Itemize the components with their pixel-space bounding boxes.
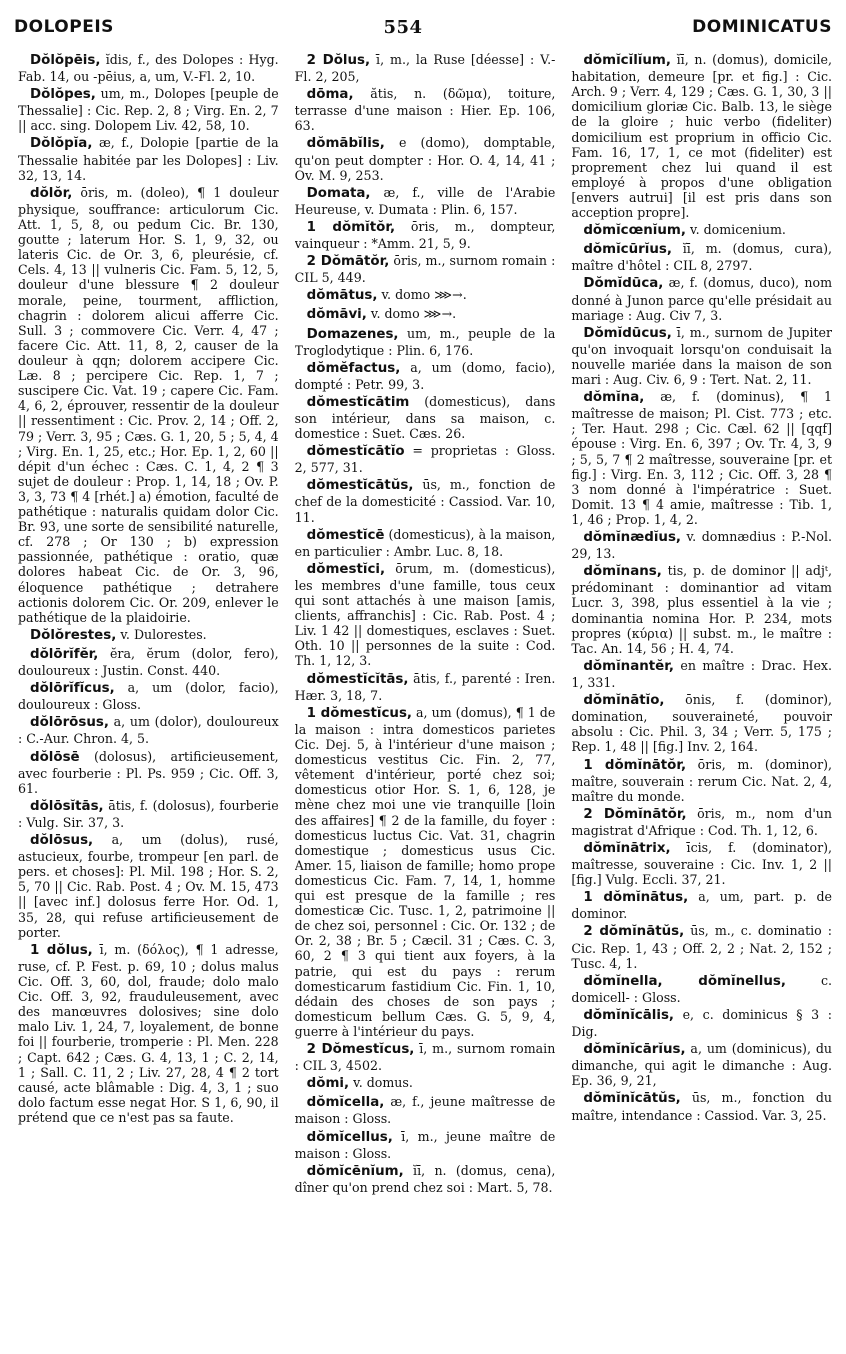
entry-definition: c. domicell- : Gloss.: [571, 972, 833, 1005]
entry-definition: ōris, m., surnom romain : CIL 5, 449.: [294, 253, 556, 286]
entry-headword: 1 dŏmĭnātus,: [583, 890, 689, 906]
dictionary-entry: [571, 973, 832, 1005]
dictionary-entry: [295, 287, 556, 304]
entry-headword: 1 dŏmĭnātŏr,: [583, 757, 687, 773]
dictionary-entry: [295, 705, 556, 1039]
entry-definition: a, um (domus), ¶ 1 de la maison : intra domesticos parietes Cic. Dej. 5, à l'intérieur d'une maison ; domesticus vestitus Cic. Fin. 2, 77, vêtement d'intérieur, porté chez soi; domesticus otior Hor. S. 1, 6, 128, je mène chez moi une vie tranquille [loin des affaires] ¶ 2 de la famille, du foyer : domesticus luctus Cic. Vat. 31, chagrin domestique ; domesticus usus Cic. Amer. 15, liaison de famille; homo prope domesticus Cic. Fam. 7, 14, 1, homme qui est presque de la famille ; res domesticæ Cic. Tusc. 1, 2, patrimoine || de chez soi, personnel : Cic. Or. 132 ; de Or. 2, 38 ; Br. 5 ; Cæcil. 31 ; Cæs. C. 3, 60, 2 ¶ 3 qui tient aux foyers, à la patrie, qui est du pays : rerum domesticarum fastidium Cic. Fin. 1, 10, dédain des choses de son pays ; domesticum bellum Cæs. G. 5, 9, 4, guerre à l'intérieur du pays.: [294, 704, 556, 1040]
dictionary-columns: [14, 52, 832, 1334]
dictionary-entry: [18, 185, 279, 625]
entry-definition: a, um, part. p. de dominor.: [571, 889, 833, 922]
entry-definition: v. domnædius : P.-Nol. 29, 13.: [571, 529, 833, 562]
dictionary-entry: [18, 714, 279, 746]
entry-headword: dŏmĭnantĕr,: [583, 658, 674, 674]
dictionary-entry: [18, 646, 279, 678]
entry-definition: e, c. dominicus § 3 : Dig.: [571, 1006, 833, 1040]
dictionary-entry: [571, 389, 832, 527]
entry-headword: Dŏlŏrestes,: [30, 627, 117, 643]
entry-headword: dŏmĭcellus,: [306, 1129, 393, 1145]
page-header: [14, 12, 832, 42]
entry-headword: dŏmĕfactus,: [306, 360, 401, 376]
entry-headword: dŏmĭnātrix,: [583, 840, 671, 856]
dictionary-entry: [18, 52, 279, 84]
entry-headword: dŏmestĭcē: [306, 527, 385, 543]
entry-definition: ōris, m. (doleo), ¶ 1 douleur physique, souffrance: articulorum Cic. Att. 1, 5, 8, ou pedum Cic. Br. 130, goutte ; laterum Hor. S. 1, 9, 32, ou lateris Cic. de Or. 3, 6, pleurésie, cf. Cels. 4, 13 || vulneris Cic. Fam. 5, 12, 5, douleur d'une blessure ¶ 2 douleur morale, peine, tourment, affliction, chagrin : dolorem alicui afferre Cic. Sull. 3 ; commovere Cic. Verr. 4, 47 ; facere Cic. Att. 11, 8, 2, causer de la douleur à qqn; dolorem accipere Cic. Læ. 8 ; percipere Cic. Rep. 1, 7 ; suscipere Cic. Vat. 19 ; capere Cic. Fam. 4, 6, 2, éprouver, ressentir de la douleur || ressentiment : Cic. Prov. 2, 14 ; Off. 2, 79 ; Verr. 3, 95 ; Cæs. G. 1, 20, 5 ; 5, 4, 4 ; Virg. En. 1, 25, etc.; Hor. Ep. 1, 2, 60 || dépit d'un échec : Cæs. C. 1, 4, 2 ¶ 3 sujet de douleur : Prop. 1, 14, 18 ; Ov. P. 3, 3, 73 ¶ 4 [rhét.] a) émotion, faculté de pathétique : naturalis quidam dolor Cic. Br. 93, une sorte de sensibilité naturelle, cf. 278 ; Or 130 ; b) expression passionnée, pathétique : oratio, quæ dolores habeat Cic. de Or. 3, 96, éloquence pathétique ; detrahere actionis dolorem Cic. Or. 209, enlever le pathétique de la plaidoirie.: [18, 184, 279, 625]
entry-definition: ī, m., surnom romain : CIL 3, 4502.: [294, 1041, 556, 1074]
dictionary-entry: [295, 253, 556, 285]
entry-definition: ĭī, m. (domus, cura), maître d'hôtel : CIL 8, 2797.: [571, 241, 833, 274]
dictionary-entry: [295, 561, 556, 669]
entry-definition: ōris, m. (dominor), maître, souverain : rerum Cic. Nat. 2, 4, maître du monde.: [571, 756, 833, 804]
dictionary-entry: [571, 1090, 832, 1122]
dictionary-entry: [295, 1075, 556, 1092]
dictionary-entry: [295, 52, 556, 84]
entry-headword: dŏmestĭcātim: [306, 394, 410, 410]
entry-definition: ūs, m., fonction de chef de la domesticité : Cassiod. Var. 10, 11.: [294, 477, 556, 525]
dictionary-entry: [295, 1129, 556, 1161]
entry-headword: dŏmestĭcĭtās,: [306, 671, 409, 687]
entry-headword: dŏmĭcūrĭus,: [583, 242, 672, 258]
entry-headword: dŏmestĭcātŭs,: [306, 478, 414, 494]
dictionary-entry: [295, 443, 556, 475]
dictionary-entry: [18, 749, 279, 796]
entry-headword: dŏlōrĭfĕr,: [30, 647, 99, 662]
entry-headword: dŏmĭcœnĭum,: [583, 223, 686, 239]
entry-headword: dŏmĭcella,: [306, 1095, 385, 1111]
entry-definition: v. Dulorestes.: [116, 626, 207, 642]
entry-definition: ĭī, n. (domus, cena), dîner qu'on prend chez soi : Mart. 5, 78.: [294, 1162, 556, 1195]
dictionary-entry: [571, 325, 832, 387]
dictionary-entry: [18, 942, 279, 1125]
entry-headword: 1 dŏmĭtŏr,: [306, 219, 396, 235]
entry-headword: dŏmātus,: [306, 288, 378, 304]
page-number: 554: [383, 16, 423, 38]
entry-headword: 1 dŏmestĭcus,: [306, 705, 412, 721]
dictionary-entry: [295, 86, 556, 133]
dictionary-entry: [18, 832, 279, 940]
dictionary-entry: [571, 840, 832, 887]
entry-definition: a, um (dominicus), du dimanche, qui agit le dimanche : Aug. Ep. 36, 9, 21,: [571, 1041, 833, 1089]
entry-definition: a, um (dolus), rusé, astucieux, fourbe, trompeur [en parl. de pers. et choses]: Pl. Mil. 198 ; Hor. S. 2, 5, 70 || Cic. Rab. Post. 4 ; Ov. M. 15, 473 || [avec inf.] dolosus ferre Hor. Od. 1, 35, 28, qui refuse artificieusement de porter.: [18, 832, 279, 940]
entry-headword: Dŏlŏpēis,: [30, 53, 101, 68]
entry-headword: dŏmĭnātĭo,: [583, 693, 665, 709]
dictionary-entry: [295, 219, 556, 251]
dictionary-entry: [295, 394, 556, 441]
entry-headword: 2 Dŏmātŏr,: [306, 254, 390, 270]
entry-definition: ōris, m., dompteur, vainqueur : *Amm. 21, 5, 9.: [294, 218, 556, 252]
column-2: [295, 52, 556, 1334]
entry-definition: a, um (dolor, facio), douloureux : Gloss.: [18, 680, 279, 713]
entry-headword: dŏmĭnĭcārĭus,: [583, 1042, 686, 1058]
entry-definition: ātis, f. (dolosus), fourberie : Vulg. Sir. 37, 3.: [18, 797, 279, 830]
dictionary-entry: [18, 86, 279, 133]
entry-definition: um, m., peuple de la Troglodytique : Plin. 6, 176.: [294, 325, 556, 358]
entry-definition: a, um (domo, facio), dompté : Petr. 99, 3.: [294, 359, 556, 392]
dictionary-entry: [295, 1094, 556, 1126]
dictionary-entry: [571, 222, 832, 239]
entry-headword: dŏmĭnans,: [583, 564, 662, 580]
dictionary-entry: [571, 806, 832, 838]
entry-definition: v. domicenium.: [685, 222, 786, 238]
entry-definition: tis, p. de dominor || adjᵗ, prédominant : dominantior ad vitam Lucr. 3, 398, plus essentiel à la vie ; dominantia nomina Hor. P. 234, mots propres (κύρια) || subst. m., le maître : Tac. An. 14, 56 ; H. 4, 74.: [571, 563, 833, 656]
entry-definition: æ, f., ville de l'Arabie Heureuse, v. Dumata : Plin. 6, 157.: [294, 184, 556, 217]
entry-headword: dŏmĭnĭcātŭs,: [583, 1091, 681, 1107]
entry-headword: dŏlōrĭfĭcus,: [30, 681, 115, 697]
entry-definition: æ, f., Dolopie [partie de la Thessalie habitée par les Dolopes] : Liv. 32, 13, 14.: [18, 135, 279, 183]
dictionary-entry: [18, 135, 279, 182]
dictionary-entry: [571, 658, 832, 690]
entry-headword: dŏmĭna,: [583, 390, 645, 406]
entry-headword: Dŏlŏpes,: [30, 87, 96, 103]
entry-headword: 1 dŏlus,: [30, 942, 93, 958]
dictionary-entry: [295, 1041, 556, 1073]
dictionary-entry: [18, 627, 279, 644]
column-1: [14, 52, 279, 1334]
entry-headword: 2 Dŏmĭnātŏr,: [583, 806, 687, 822]
entry-headword: Dŏlŏpĭa,: [30, 136, 93, 152]
entry-headword: dŏmĭnella, dŏmĭnellus,: [583, 973, 786, 989]
entry-definition: (domesticus), dans son intérieur, dans sa maison, c. domestice : Suet. Cæs. 26.: [294, 393, 556, 442]
dictionary-entry: [571, 563, 832, 656]
entry-definition: ūs, m., fonction du maître, intendance : Cassiod. Var. 3, 25.: [571, 1090, 833, 1123]
dictionary-entry: [295, 360, 556, 392]
dictionary-entry: [295, 671, 556, 703]
entry-definition: um, m., Dolopes [peuple de Thessalie] : Cic. Rep. 2, 8 ; Virg. En. 2, 7 || acc. sing. Dolopem Liv. 42, 58, 10.: [18, 86, 279, 134]
entry-definition: v. domo ⋙→.: [377, 287, 467, 303]
entry-headword: Dŏmĭdūcus,: [583, 325, 672, 341]
entry-headword: 2 Dŏmestĭcus,: [306, 1042, 415, 1058]
entry-headword: Domata,: [306, 185, 371, 201]
entry-headword: dŏmāvi,: [306, 307, 367, 323]
dictionary-entry: [18, 798, 279, 830]
entry-definition: ōrum, m. (domesticus), les membres d'une famille, tous ceux qui sont attachés à une maison [amis, clients, affranchis] : Cic. Rab. Post. 4 ; Liv. 1 42 || domestiques, esclaves : Suet. Oth. 10 || personnes de la suite : Cod. Th. 1, 12, 3.: [294, 560, 556, 669]
running-head-right: DOMINICATUS: [692, 17, 832, 37]
dictionary-entry: [295, 326, 556, 358]
dictionary-entry: [295, 185, 556, 217]
dictionary-entry: [18, 680, 279, 712]
entry-definition: ĭī, n. (domus), domicile, habitation, demeure [pr. et fig.] : Cic. Arch. 9 ; Verr. 4, 129 ; Cæs. G. 1, 30, 3 || domicilium gloriæ Cic. Balb. 13, le siège de la gloire ; huic verbo (fideliter) domicilium est proprium in officio Cic. Fam. 16, 17, 1, ce mot (fideliter) est proprement chez lui quand il est employé à propos d'une obligation [envers autrui] [il est pris dans son acception propre].: [571, 52, 833, 221]
entry-definition: v. domo ⋙→.: [366, 306, 457, 322]
entry-definition: ī, m., la Ruse [déesse] : V.-Fl. 2, 205,: [294, 52, 556, 85]
entry-definition: ātis, f., parenté : Iren. Hær. 3, 18, 7.: [294, 670, 556, 703]
entry-definition: ī, m., jeune maître de maison : Gloss.: [294, 1128, 556, 1161]
entry-headword: dŏmi,: [306, 1076, 350, 1092]
dictionary-entry: [571, 529, 832, 561]
entry-definition: (dolosus), artificieusement, avec fourberie : Pl. Ps. 959 ; Cic. Off. 3, 61.: [18, 748, 279, 796]
entry-headword: dŏmĭnĭcālis,: [583, 1007, 675, 1023]
entry-headword: dŏmestĭcātĭo: [306, 444, 405, 460]
entry-headword: dŏmābĭlis,: [306, 136, 385, 152]
entry-headword: dŏmĭcĭlĭum,: [583, 53, 671, 68]
entry-definition: æ, f. (domus, duco), nom donné à Junon parce qu'elle présidait au mariage : Aug. Civ 7, 3.: [571, 275, 833, 323]
entry-definition: v. domus.: [349, 1075, 413, 1091]
entry-definition: a, um (dolor), douloureux : C.-Aur. Chron. 4, 5.: [18, 714, 279, 747]
dictionary-entry: [295, 1163, 556, 1195]
dictionary-entry: [295, 477, 556, 524]
entry-definition: en maître : Drac. Hex. 1, 331.: [571, 657, 833, 690]
dictionary-entry: [571, 52, 832, 220]
dictionary-entry: [571, 1007, 832, 1039]
entry-definition: ătis, n. (δῶμα), toiture, terrasse d'une maison : Hier. Ep. 106, 63.: [294, 86, 556, 134]
entry-headword: Dŏmĭdūca,: [583, 276, 664, 292]
entry-headword: 2 dŏmĭnātŭs,: [583, 924, 685, 940]
entry-definition: ĭdis, f., des Dolopes : Hyg. Fab. 14, ou -pēius, a, um, V.-Fl. 2, 10.: [18, 52, 279, 85]
entry-definition: ōris, m., nom d'un magistrat d'Afrique : Cod. Th. 1, 12, 6.: [571, 805, 833, 838]
entry-definition: æ, f. (dominus), ¶ 1 maîtresse de maison; Pl. Cist. 773 ; etc. ; Ter. Haut. 298 ; Cic. Cæl. 62 || [qqf] épouse : Virg. En. 6, 397 ; Ov. Tr. 4, 3, 9 ; 5, 5, 7 ¶ 2 maîtresse, souveraine [pr. et fig.] : Virg. En. 3, 112 ; Cic. Off. 3, 28 ¶ 3 nom donné à l'impératrice : Suet. Domit. 13 ¶ 4 amie, maîtresse : Tib. 1, 1, 46 ; Prop. 1, 4, 2.: [571, 389, 833, 527]
dictionary-entry: [571, 692, 832, 754]
entry-headword: dŏmestĭci,: [306, 561, 386, 577]
entry-definition: ī, m. (δόλος), ¶ 1 adresse, ruse, cf. P. Fest. p. 69, 10 ; dolus malus Cic. Off. 3, 60, dol, fraude; dolo malo Cic. Off. 3, 92, frauduleusement, avec des manœuvres dolosives; sine dolo malo Liv. 1, 24, 7, loyalement, de bonne foi || fourberie, tromperie : Pl. Men. 228 ; Capt. 642 ; Cæs. G. 4, 13, 1 ; C. 2, 14, 1 ; Sall. C. 11, 2 ; Liv. 27, 28, 4 ¶ 2 tort causé, acte blâmable : Dig. 4, 3, 1 ; suo dolo factum esse negat Hor. S 1, 6, 90, il prétend que ce n'est pas sa faute.: [18, 941, 279, 1125]
dictionary-entry: [295, 527, 556, 559]
dictionary-entry: [571, 241, 832, 273]
dictionary-entry: [571, 757, 832, 804]
entry-headword: 2 Dŏlus,: [306, 53, 371, 68]
dictionary-entry: [295, 135, 556, 182]
entry-definition: = proprietas : Gloss. 2, 577, 31.: [294, 443, 556, 476]
entry-definition: æ, f., jeune maîtresse de maison : Gloss.: [294, 1094, 556, 1127]
entry-definition: ĕra, ĕrum (dolor, fero), douloureux : Justin. Const. 440.: [18, 646, 279, 679]
entry-definition: ōnis, f. (dominor), domination, souveraineté, pouvoir absolu : Cic. Phil. 3, 34 ; Verr. 5, 175 ; Rep. 1, 48 || [fig.] Inv. 2, 164.: [571, 692, 833, 755]
entry-definition: ī, m., surnom de Jupiter qu'on invoquait lorsqu'on conduisait la nouvelle mariée dans la maison de son mari : Aug. Civ. 6, 9 : Tert. Nat. 2, 11.: [571, 324, 833, 388]
dictionary-entry: [571, 275, 832, 322]
entry-headword: dŏlōsĭtās,: [30, 798, 104, 814]
entry-definition: e (domo), domptable, qu'on peut dompter : Hor. O. 4, 14, 41 ; Ov. M. 9, 253.: [294, 135, 556, 183]
entry-definition: ūs, m., c. dominatio : Cic. Rep. 1, 43 ; Off. 2, 2 ; Nat. 2, 152 ; Tusc. 4, 1.: [571, 923, 833, 971]
dictionary-entry: [571, 923, 832, 970]
entry-headword: dŏlōsē: [30, 749, 80, 765]
entry-headword: dŏmĭcēnĭum,: [306, 1163, 404, 1179]
entry-headword: Domazenes,: [306, 326, 399, 342]
dictionary-entry: [571, 1041, 832, 1088]
entry-definition: (domesticus), à la maison, en particulier : Ambr. Luc. 8, 18.: [294, 526, 556, 559]
entry-headword: dŏlōrōsus,: [30, 715, 109, 731]
entry-headword: dŏmĭnædĭus,: [583, 530, 682, 546]
entry-headword: dōma,: [306, 87, 354, 103]
column-3: [571, 52, 832, 1334]
dictionary-entry: [571, 889, 832, 921]
dictionary-entry: [295, 306, 556, 323]
entry-headword: dŏlŏr,: [30, 185, 73, 201]
entry-headword: dŏlōsus,: [30, 833, 94, 849]
running-head-left: DOLOPEIS: [14, 17, 114, 37]
entry-definition: īcis, f. (dominator), maîtresse, souveraine : Cic. Inv. 1, 2 || [fig.] Vulg. Eccli. 37, 21.: [571, 839, 833, 888]
